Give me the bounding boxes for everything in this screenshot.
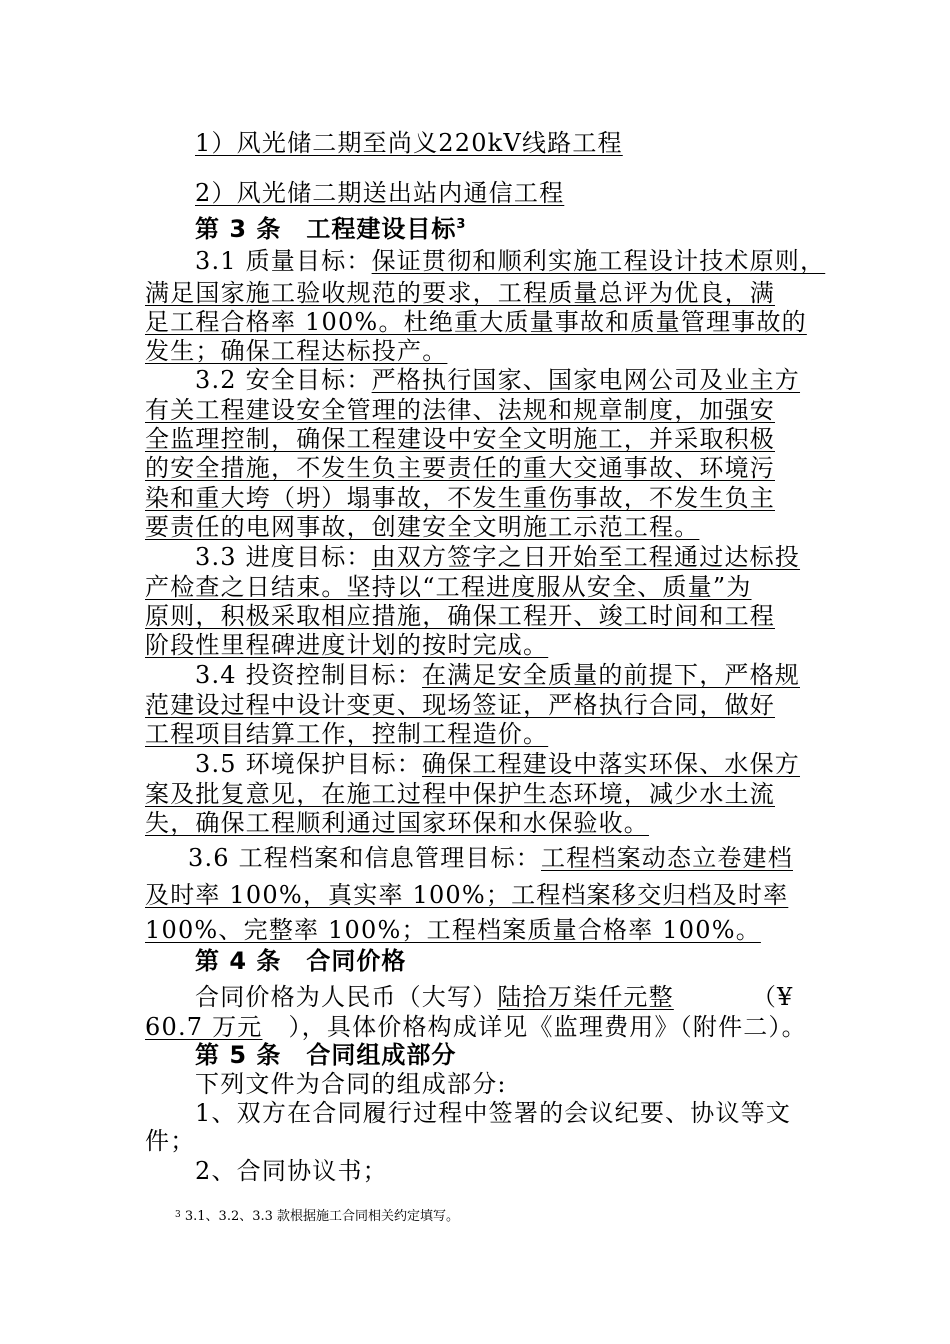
archive-line-1: 3.6 工程档案和信息管理目标：工程档案动态立卷建档 <box>188 844 793 872</box>
investment-line-2: 范建设过程中设计变更、现场签证，严格执行合同，做好 <box>145 691 775 719</box>
environment-line-2: 案及批复意见，在施工过程中保护生态环境，减少水土流 <box>145 780 775 808</box>
progress-line-2: 产检查之日结束。坚持以“工程进度服从安全、质量”为 <box>145 573 752 601</box>
item-2: 2）风光储二期送出站内通信工程 <box>195 179 565 207</box>
investment-line-3: 工程项目结算工作，控制工程造价。 <box>145 720 549 748</box>
quality-line-1: 3.1 质量目标：保证贯彻和顺利实施工程设计技术原则， <box>195 247 826 275</box>
components-intro: 下列文件为合同的组成部分: <box>195 1070 507 1098</box>
component-1-line-1: 1、双方在合同履行过程中签署的会议纪要、协议等文 <box>195 1099 792 1127</box>
archive-line-2: 及时率 100%，真实率 100%；工程档案移交归档及时率 <box>145 881 789 909</box>
price-line-2: 60.7 万元 ），具体价格构成详见《监理费用》（附件二）。 <box>145 1013 807 1041</box>
safety-line-4: 的安全措施，不发生负主要责任的重大交通事故、环境污 <box>145 454 775 482</box>
archive-line-3: 100%、完整率 100%；工程档案质量合格率 100%。 <box>145 916 761 944</box>
article-3-heading: 第 3 条 工程建设目标$^3$ <box>195 215 467 243</box>
footnote: $^3$ 3.1、3.2、3.3 款根据施工合同相关约定填写。 <box>175 1209 460 1224</box>
environment-line-3: 失，确保工程顺利通过国家环保和水保验收。 <box>145 809 649 837</box>
item-1: 1）风光储二期至尚义220kV线路工程 <box>195 129 623 157</box>
safety-line-5: 染和重大垮（坍）塌事故，不发生重伤事故，不发生负主 <box>145 484 775 512</box>
environment-line-1: 3.5 环境保护目标：确保工程建设中落实环保、水保方 <box>195 750 800 778</box>
quality-line-4: 发生；确保工程达标投产。 <box>145 337 448 365</box>
article-4-heading: 第 4 条 合同价格 <box>195 947 407 975</box>
quality-line-3: 足工程合格率 100%。杜绝重大质量事故和质量管理事故的 <box>145 308 807 336</box>
amount-in-words: 陆拾万柒仟元整 <box>497 983 674 1011</box>
safety-line-6: 要责任的电网事故，创建安全文明施工示范工程。 <box>145 513 700 541</box>
footnote-ref[interactable]: 3 <box>456 217 467 232</box>
component-2: 2、合同协议书； <box>195 1157 388 1185</box>
progress-line-3: 原则，积极采取相应措施，确保工程开、竣工时间和工程 <box>145 602 775 630</box>
safety-line-2: 有关工程建设安全管理的法律、法规和规章制度，加强安 <box>145 396 775 424</box>
progress-line-4: 阶段性里程碑进度计划的按时完成。 <box>145 631 549 659</box>
safety-line-3: 全监理控制，确保工程建设中安全文明施工，并采取积极 <box>145 425 775 453</box>
quality-line-2: 满足国家施工验收规范的要求，工程质量总评为优良，满 <box>145 279 775 307</box>
price-line-1: 合同价格为人民币（大写）陆拾万柒仟元整 （¥ <box>195 983 794 1011</box>
investment-line-1: 3.4 投资控制目标：在满足安全质量的前提下，严格规 <box>195 661 800 689</box>
component-1-line-2: 件； <box>145 1127 196 1155</box>
safety-line-1: 3.2 安全目标：严格执行国家、国家电网公司及业主方 <box>195 366 801 394</box>
article-5-heading: 第 5 条 合同组成部分 <box>195 1041 457 1069</box>
amount-in-numbers: 60.7 万元 <box>145 1013 263 1041</box>
progress-line-1: 3.3 进度目标：由双方签字之日开始至工程通过达标投 <box>195 543 801 571</box>
